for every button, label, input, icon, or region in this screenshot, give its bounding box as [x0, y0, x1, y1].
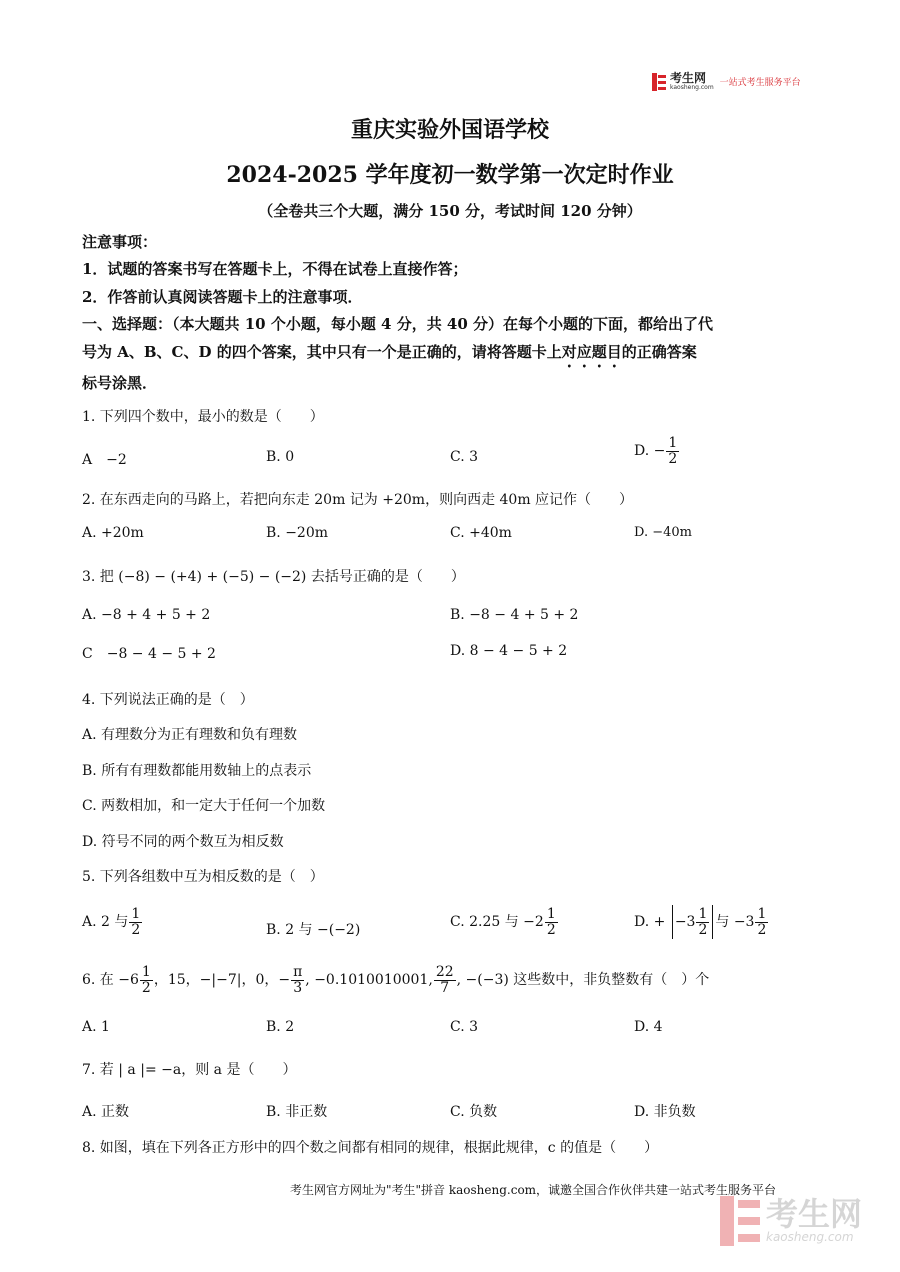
watermark — [720, 1196, 862, 1246]
q2-option-a: A. +20m — [82, 525, 144, 541]
watermark-domain: kaosheng.com — [766, 1230, 854, 1244]
q3-option-a: A. −8 + 4 + 5 + 2 — [82, 607, 211, 623]
q6-frac-pi: $\frac{\pi}{3}$ — [293, 964, 303, 996]
q1-option-b: B. 0 — [266, 449, 295, 465]
q5-d-suffix: 与 −3 — [715, 914, 755, 930]
q3-stem: 3. 把 (−8) − (+4) + (−5) − (−2) 去括号正确的是（ ） — [82, 569, 465, 585]
q1-option-c: C. 3 — [450, 449, 479, 465]
section1-line2 — [82, 341, 697, 371]
header-logo — [652, 72, 801, 91]
q5-option-a — [82, 907, 143, 937]
kaosheng-logo-icon — [652, 73, 666, 91]
section1-line2-end: 的正确答案 — [621, 343, 697, 361]
q6-stem — [82, 965, 709, 995]
q2-option-c: C. +40m — [450, 525, 512, 541]
q7-stem: 7. 若 | a |= −a，则 a 是（ ） — [82, 1062, 297, 1078]
q4-option-b: B. 所有有理数都能用数轴上的点表示 — [82, 763, 312, 779]
q6-option-a: A. 1 — [82, 1019, 110, 1035]
logo-slogan: 一站式考生服务平台 — [719, 78, 801, 88]
q5-c-fraction: $\frac{1}{2}$ — [546, 906, 556, 938]
section1-line3: 标号涂黑． — [82, 374, 158, 392]
q5-c-prefix: C. 2.25 与 −2 — [450, 914, 544, 931]
q5-a-fraction: $\frac{1}{2}$ — [131, 906, 141, 938]
q8-stem: 8. 如图，填在下列各正方形中的四个数之间都有相同的规律，根据此规律，c 的值是（ ） — [82, 1140, 659, 1156]
q6-prefix: 6. 在 −6 — [82, 972, 139, 989]
exam-title: 2024-2025 学年度初一数学第一次定时作业 — [226, 162, 674, 188]
notice-item-1: 1．试题的答案书写在答题卡上，不得在试卷上直接作答； — [82, 260, 468, 278]
q7-option-b: B. 非正数 — [266, 1104, 328, 1120]
q1-option-d — [634, 436, 680, 466]
watermark-name: 考生网 — [766, 1195, 863, 1233]
q2-stem: 2. 在东西走向的马路上，若把向东走 20m 记为 +20m，则向西走 40m 应记作（ ） — [82, 492, 634, 508]
q6-tail: , −(−3) 这些数中，非负整数有（ ）个 — [456, 972, 710, 989]
q5-option-c — [450, 907, 559, 937]
section1-emphasis: 对应题目 — [561, 343, 622, 361]
section1-line2-start: 号为 A、B、C、D 的四个答案，其中只有一个是正确的，请将答题卡上 — [82, 343, 562, 361]
q5-option-d — [634, 905, 769, 939]
watermark-logo-icon — [720, 1196, 760, 1246]
q7-option-a: A. 正数 — [82, 1104, 130, 1120]
q5-option-b: B. 2 与 −(−2) — [266, 922, 361, 938]
q1-stem: 1. 下列四个数中，最小的数是（ ） — [82, 409, 324, 425]
q4-stem: 4. 下列说法正确的是（ ） — [82, 692, 254, 708]
abs-bar-left — [672, 905, 673, 939]
q6-list: ，15，−|−7|，0，− — [153, 972, 291, 989]
q7-option-d: D. 非负数 — [634, 1104, 696, 1120]
q6-frac-half: $\frac{1}{2}$ — [141, 964, 151, 996]
q4-option-a: A. 有理数分为正有理数和负有理数 — [82, 727, 298, 743]
logo-domain: kaosheng.com — [670, 84, 714, 91]
section1-line1: 一、选择题：（本大题共 10 个小题，每小题 4 分，共 40 分）在每个小题的下面，都给出了代 — [82, 315, 714, 333]
q2-option-d: D. −40m — [634, 525, 692, 540]
q6-option-b: B. 2 — [266, 1019, 295, 1035]
q1-option-a: A −2 — [82, 452, 127, 468]
q6-mid: , −0.1010010001, — [305, 972, 433, 989]
q1-d-prefix: D. − — [634, 443, 666, 460]
q5-d-mid: −3 — [674, 914, 696, 930]
school-title: 重庆实验外国语学校 — [350, 117, 549, 143]
q4-option-c: C. 两数相加，和一定大于任何一个加数 — [82, 798, 326, 814]
q1-d-fraction: $\frac{1}{2}$ — [668, 435, 678, 467]
q5-d-prefix: D. + — [634, 914, 670, 930]
q7-option-c: C. 负数 — [450, 1104, 498, 1120]
notice-item-2: 2．作答前认真阅读答题卡上的注意事项． — [82, 288, 363, 306]
q2-option-b: B. −20m — [266, 525, 329, 541]
abs-bar-right — [712, 905, 713, 939]
q6-frac-22-7: $\frac{22}{7}$ — [435, 964, 454, 996]
q6-option-d: D. 4 — [634, 1019, 663, 1035]
q4-option-d: D. 符号不同的两个数互为相反数 — [82, 834, 284, 850]
q5-d-fraction-2: $\frac{1}{2}$ — [757, 905, 767, 938]
exam-note: （全卷共三个大题，满分 150 分，考试时间 120 分钟） — [258, 202, 642, 220]
q5-stem: 5. 下列各组数中互为相反数的是（ ） — [82, 869, 324, 885]
q5-d-fraction: $\frac{1}{2}$ — [698, 905, 708, 938]
q3-option-c: C −8 − 4 − 5 + 2 — [82, 646, 216, 662]
q6-option-c: C. 3 — [450, 1019, 479, 1035]
q3-option-d: D. 8 − 4 − 5 + 2 — [450, 643, 568, 659]
footer-note: 考生网官方网址为"考生"拼音 kaosheng.com，诚邀全国合作伙伴共建一站式考生服务平台 — [290, 1183, 777, 1197]
q3-option-b: B. −8 − 4 + 5 + 2 — [450, 607, 579, 623]
logo-name: 考生网 — [670, 71, 707, 85]
q5-a-prefix: A. 2 与 — [82, 914, 129, 931]
notice-heading: 注意事项： — [82, 233, 158, 251]
